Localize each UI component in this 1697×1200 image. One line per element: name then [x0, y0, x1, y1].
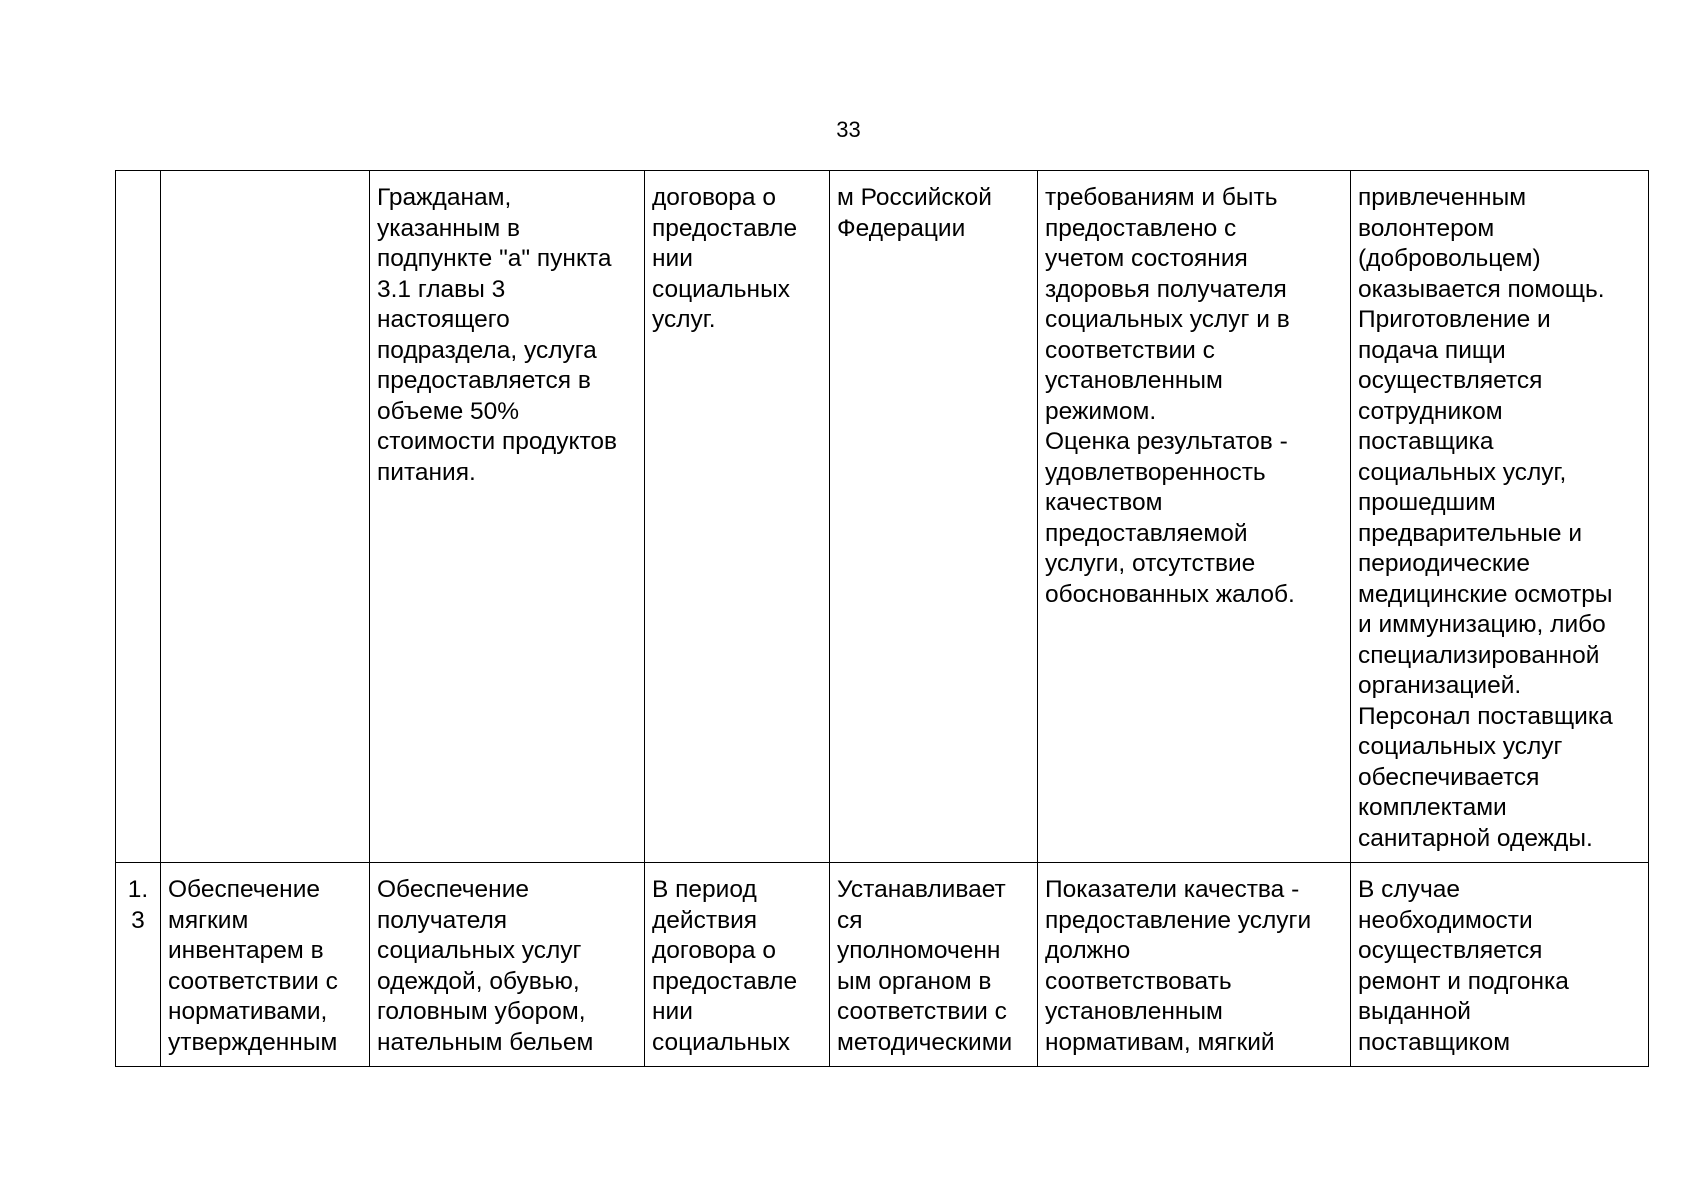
cell-service-quality: требованиям и быть предоставлено с учетом состояния здоровья получателя социальных услуг и в соответствии с установленным режимом. Оценка результатов - удовлетворенность качеством предоставляемой услуги, отсутствие обоснованных жалоб. — [1038, 171, 1351, 863]
cell-service-content: Гражданам, указанным в подпункте "а" пункта 3.1 главы 3 настоящего подраздела, услуга предоставляется в объеме 50% стоимости продуктов питания. — [370, 171, 645, 863]
cell-service-name: Обеспечение мягким инвентарем в соответствии с нормативами, утвержденным — [161, 863, 370, 1067]
cell-service-name — [161, 171, 370, 863]
table-row — [116, 863, 1649, 1067]
cell-service-quality: Показатели качества - предоставление услуги должно соответствовать установленным нормативам, мягкий — [1038, 863, 1351, 1067]
cell-service-norm: Устанавливает ся уполномоченн ым органом в соответствии с методическими — [830, 863, 1038, 1067]
cell-service-term: договора о предоставле нии социальных услуг. — [645, 171, 830, 863]
cell-service-conditions: привлеченным волонтером (добровольцем) оказывается помощь. Приготовление и подача пищи осуществляется сотрудником поставщика социальных услуг, прошедшим предварительные и периодические медицинские осмотры и иммунизацию, либо специализированной организацией. Персонал поставщика социальных услуг обеспечивается комплектами санитарной одежды. — [1351, 171, 1649, 863]
table-row — [116, 171, 1649, 863]
cell-service-conditions: В случае необходимости осуществляется ремонт и подгонка выданной поставщиком — [1351, 863, 1649, 1067]
cell-service-norm: м Российской Федерации — [830, 171, 1038, 863]
services-table — [115, 170, 1649, 1067]
cell-number — [116, 171, 161, 863]
cell-service-term: В период действия договора о предоставле нии социальных — [645, 863, 830, 1067]
cell-number: 1. 3 — [116, 863, 161, 1067]
page-number: 33 — [836, 117, 861, 142]
cell-service-content: Обеспечение получателя социальных услуг одеждой, обувью, головным убором, нательным бельем — [370, 863, 645, 1067]
